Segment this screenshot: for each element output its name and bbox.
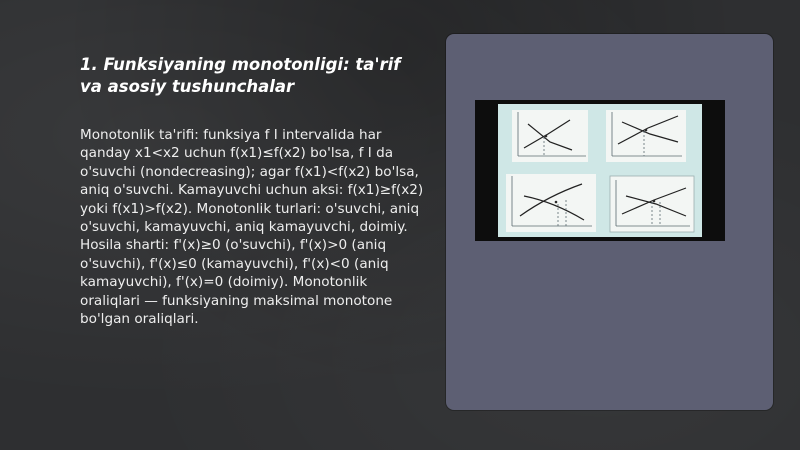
graphs-photo	[475, 100, 725, 241]
graphs-photo-icon	[498, 104, 702, 237]
graphs-photo-content	[498, 104, 702, 237]
slide-title: 1. Funksiyaning monotonligi: ta'rif va asosiy tushunchalar	[80, 55, 401, 96]
slide-body-text: Monotonlik ta'rifi: funksiya f I intervalida har qanday x1<x2 uchun f(x1)≤f(x2) bo'lsa, f I da o'suvchi (nondecreasing); agar f(x1)<f(x2) bo'lsa, aniq o'suvchi. Kamayuvchi uchun aksi: f(x1)≥f(x2) yoki f(x1)>f(x2). Monotonlik turlari: o'suvchi, aniq o'suvchi, kamayuvchi, aniq kamayuvchi, doimiy. Hosila sharti: f'(x)≥0 (o'suvchi), f'(x)>0 (aniq o'suvchi), f'(x)≤0 (kamayuvchi), f'(x)<0 (aniq kamayuvchi), f'(x)=0 (doimiy). Monotonlik oraliqlari — funksiyaning maksimal monotone bo'lgan oraliqlari.	[80, 127, 424, 328]
